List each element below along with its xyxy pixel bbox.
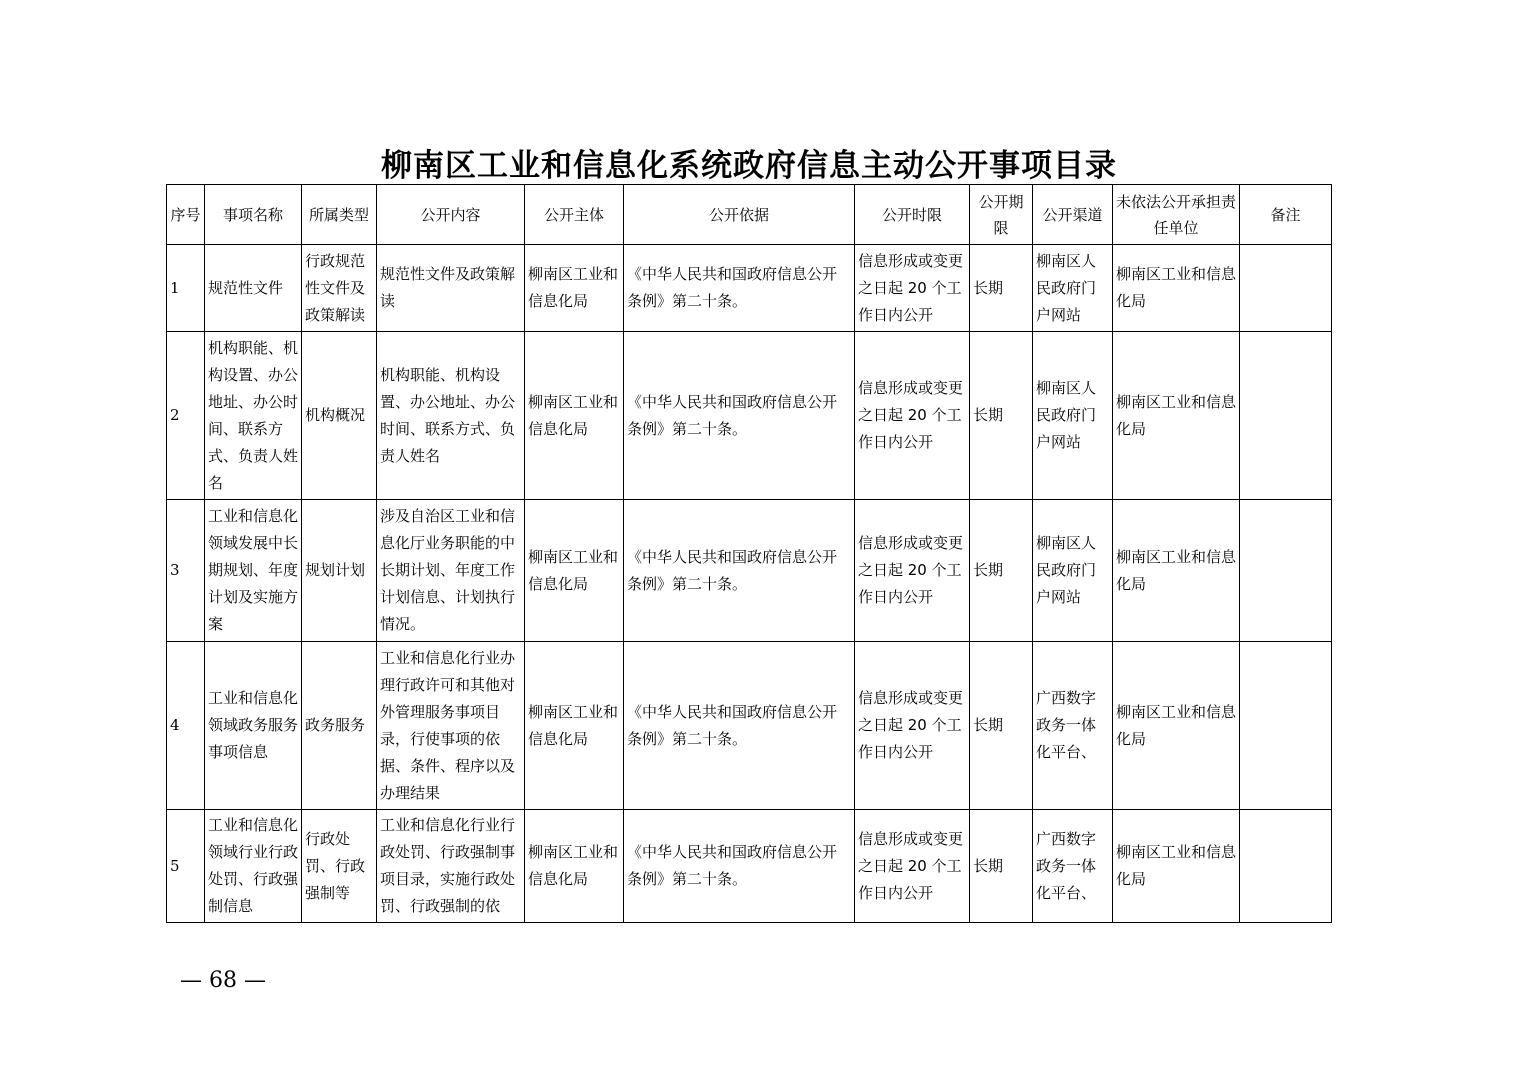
name-cell: 规范性文件 xyxy=(205,245,302,332)
name-cell: 工业和信息化领域政务服务事项信息 xyxy=(205,642,302,810)
channel-cell: 广西数字政务一体化平台、 xyxy=(1033,642,1113,810)
header-cell: 公开主体 xyxy=(525,185,624,245)
basis-cell: 《中华人民共和国政府信息公开条例》第二十条。 xyxy=(624,642,855,810)
name-cell: 工业和信息化领域行业行政处罚、行政强制信息 xyxy=(205,810,302,923)
seq-cell: 5 xyxy=(167,810,205,923)
channel-cell: 柳南区人民政府门户网站 xyxy=(1033,500,1113,642)
basis-cell: 《中华人民共和国政府信息公开条例》第二十条。 xyxy=(624,332,855,500)
remark-cell xyxy=(1240,810,1332,923)
responsible-cell: 柳南区工业和信息化局 xyxy=(1113,500,1240,642)
subject-cell: 柳南区工业和信息化局 xyxy=(525,332,624,500)
seq-cell: 1 xyxy=(167,245,205,332)
header-cell: 公开内容 xyxy=(377,185,525,245)
seq-cell: 4 xyxy=(167,642,205,810)
type-cell: 行政处罚、行政强制等 xyxy=(302,810,377,923)
type-cell: 行政规范性文件及政策解读 xyxy=(302,245,377,332)
content-cell: 工业和信息化行业办理行政许可和其他对外管理服务事项目录，行使事项的依据、条件、程序以及办理结果 xyxy=(377,642,525,810)
period-cell: 长期 xyxy=(970,500,1033,642)
content-cell: 涉及自治区工业和信息化厅业务职能的中长期计划、年度工作计划信息、计划执行情况。 xyxy=(377,500,525,642)
name-cell: 工业和信息化领域发展中长期规划、年度计划及实施方案 xyxy=(205,500,302,642)
type-cell: 规划计划 xyxy=(302,500,377,642)
period-cell: 长期 xyxy=(970,332,1033,500)
remark-cell xyxy=(1240,245,1332,332)
type-cell: 机构概况 xyxy=(302,332,377,500)
subject-cell: 柳南区工业和信息化局 xyxy=(525,642,624,810)
disclosure-catalog-table xyxy=(166,184,1332,923)
responsible-cell: 柳南区工业和信息化局 xyxy=(1113,332,1240,500)
period-cell: 长期 xyxy=(970,810,1033,923)
header-cell: 公开渠道 xyxy=(1033,185,1113,245)
page-number: — 68 — xyxy=(180,968,266,993)
responsible-cell: 柳南区工业和信息化局 xyxy=(1113,810,1240,923)
time-limit-cell: 信息形成或变更之日起 20 个工作日内公开 xyxy=(855,500,970,642)
table-row xyxy=(167,810,1332,923)
remark-cell xyxy=(1240,500,1332,642)
time-limit-cell: 信息形成或变更之日起 20 个工作日内公开 xyxy=(855,332,970,500)
responsible-cell: 柳南区工业和信息化局 xyxy=(1113,245,1240,332)
period-cell: 长期 xyxy=(970,642,1033,810)
header-cell: 公开依据 xyxy=(624,185,855,245)
header-row xyxy=(167,185,1332,245)
type-cell: 政务服务 xyxy=(302,642,377,810)
time-limit-cell: 信息形成或变更之日起 20 个工作日内公开 xyxy=(855,245,970,332)
subject-cell: 柳南区工业和信息化局 xyxy=(525,500,624,642)
table-row xyxy=(167,245,1332,332)
page-title: 柳南区工业和信息化系统政府信息主动公开事项目录 xyxy=(381,148,1117,184)
header-cell: 序号 xyxy=(167,185,205,245)
channel-cell: 柳南区人民政府门户网站 xyxy=(1033,332,1113,500)
time-limit-cell: 信息形成或变更之日起 20 个工作日内公开 xyxy=(855,810,970,923)
period-cell: 长期 xyxy=(970,245,1033,332)
header-cell: 公开时限 xyxy=(855,185,970,245)
subject-cell: 柳南区工业和信息化局 xyxy=(525,245,624,332)
channel-cell: 柳南区人民政府门户网站 xyxy=(1033,245,1113,332)
subject-cell: 柳南区工业和信息化局 xyxy=(525,810,624,923)
header-cell: 事项名称 xyxy=(205,185,302,245)
table-row xyxy=(167,332,1332,500)
content-cell: 机构职能、机构设置、办公地址、办公时间、联系方式、负责人姓名 xyxy=(377,332,525,500)
seq-cell: 2 xyxy=(167,332,205,500)
content-cell: 规范性文件及政策解读 xyxy=(377,245,525,332)
table-row xyxy=(167,500,1332,642)
responsible-cell: 柳南区工业和信息化局 xyxy=(1113,642,1240,810)
header-cell: 公开期限 xyxy=(970,185,1033,245)
remark-cell xyxy=(1240,642,1332,810)
basis-cell: 《中华人民共和国政府信息公开条例》第二十条。 xyxy=(624,245,855,332)
header-cell: 未依法公开承担责任单位 xyxy=(1113,185,1240,245)
seq-cell: 3 xyxy=(167,500,205,642)
header-cell: 所属类型 xyxy=(302,185,377,245)
header-cell: 备注 xyxy=(1240,185,1332,245)
channel-cell: 广西数字政务一体化平台、 xyxy=(1033,810,1113,923)
basis-cell: 《中华人民共和国政府信息公开条例》第二十条。 xyxy=(624,500,855,642)
name-cell: 机构职能、机构设置、办公地址、办公时间、联系方式、负责人姓名 xyxy=(205,332,302,500)
table-row xyxy=(167,642,1332,810)
time-limit-cell: 信息形成或变更之日起 20 个工作日内公开 xyxy=(855,642,970,810)
content-cell: 工业和信息化行业行政处罚、行政强制事项目录，实施行政处罚、行政强制的依 xyxy=(377,810,525,923)
basis-cell: 《中华人民共和国政府信息公开条例》第二十条。 xyxy=(624,810,855,923)
remark-cell xyxy=(1240,332,1332,500)
